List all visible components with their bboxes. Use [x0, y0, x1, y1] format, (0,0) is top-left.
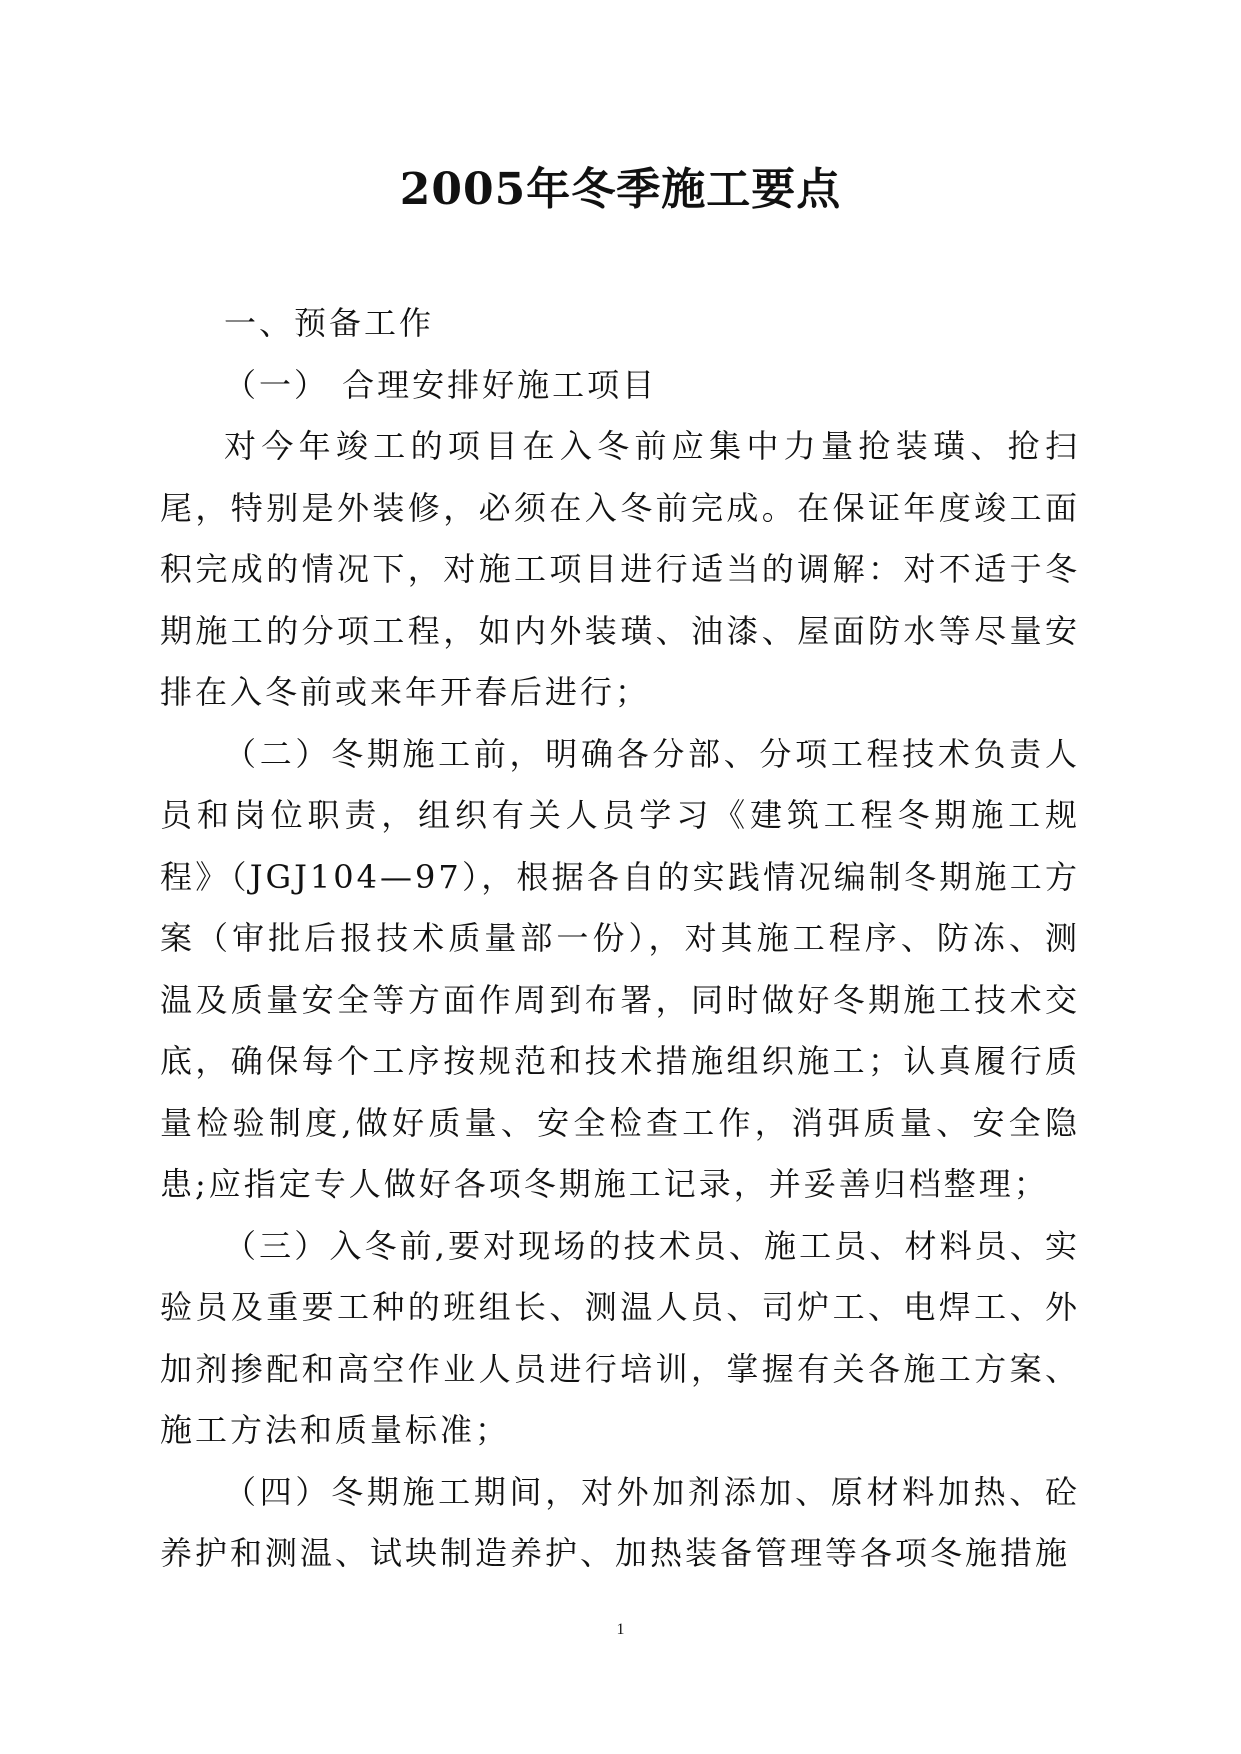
paragraph: （三）入冬前,要对现场的技术员、施工员、材料员、实验员及重要工种的班组长、测温人员、司炉工、电焊工、外加剂掺配和高空作业人员进行培训，掌握有关各施工方案、施工方法和质量标准；: [160, 1226, 1080, 1449]
document-title: 2005年冬季施工要点: [399, 164, 842, 215]
paragraph: （四）冬期施工期间，对外加剂添加、原材料加热、砼养护和测温、试块制造养护、加热装备管理等各项冬施措施: [160, 1472, 1080, 1572]
document-body: [160, 293, 1080, 1585]
section-heading: 一、预备工作: [224, 304, 435, 342]
page-number: 1: [616, 1621, 625, 1638]
paragraph: （二）冬期施工前，明确各分部、分项工程技术负责人员和岗位职责，组织有关人员学习《建筑工程冬期施工规程》（JGJ104—97），根据各自的实践情况编制冬期施工方案（审批后报技术质量部一份），对其施工程序、防冻、测温及质量安全等方面作周到布署，同时做好冬期施工技术交底，确保每个工序按规范和技术措施组织施工；认真履行质量检验制度,做好质量、安全检查工作，消弭质量、安全隐患;应指定专人做好各项冬期施工记录，并妥善归档整理；: [160, 734, 1080, 1203]
subsection-heading: （一） 合理安排好施工项目: [224, 365, 658, 404]
paragraph: 对今年竣工的项目在入冬前应集中力量抢装璜、抢扫尾，特别是外装修，必须在入冬前完成。在保证年度竣工面积完成的情况下，对施工项目进行适当的调解：对不适于冬期施工的分项工程，如内外装璜、油漆、屋面防水等尽量安排在入冬前或来年开春后进行；: [160, 427, 1080, 711]
